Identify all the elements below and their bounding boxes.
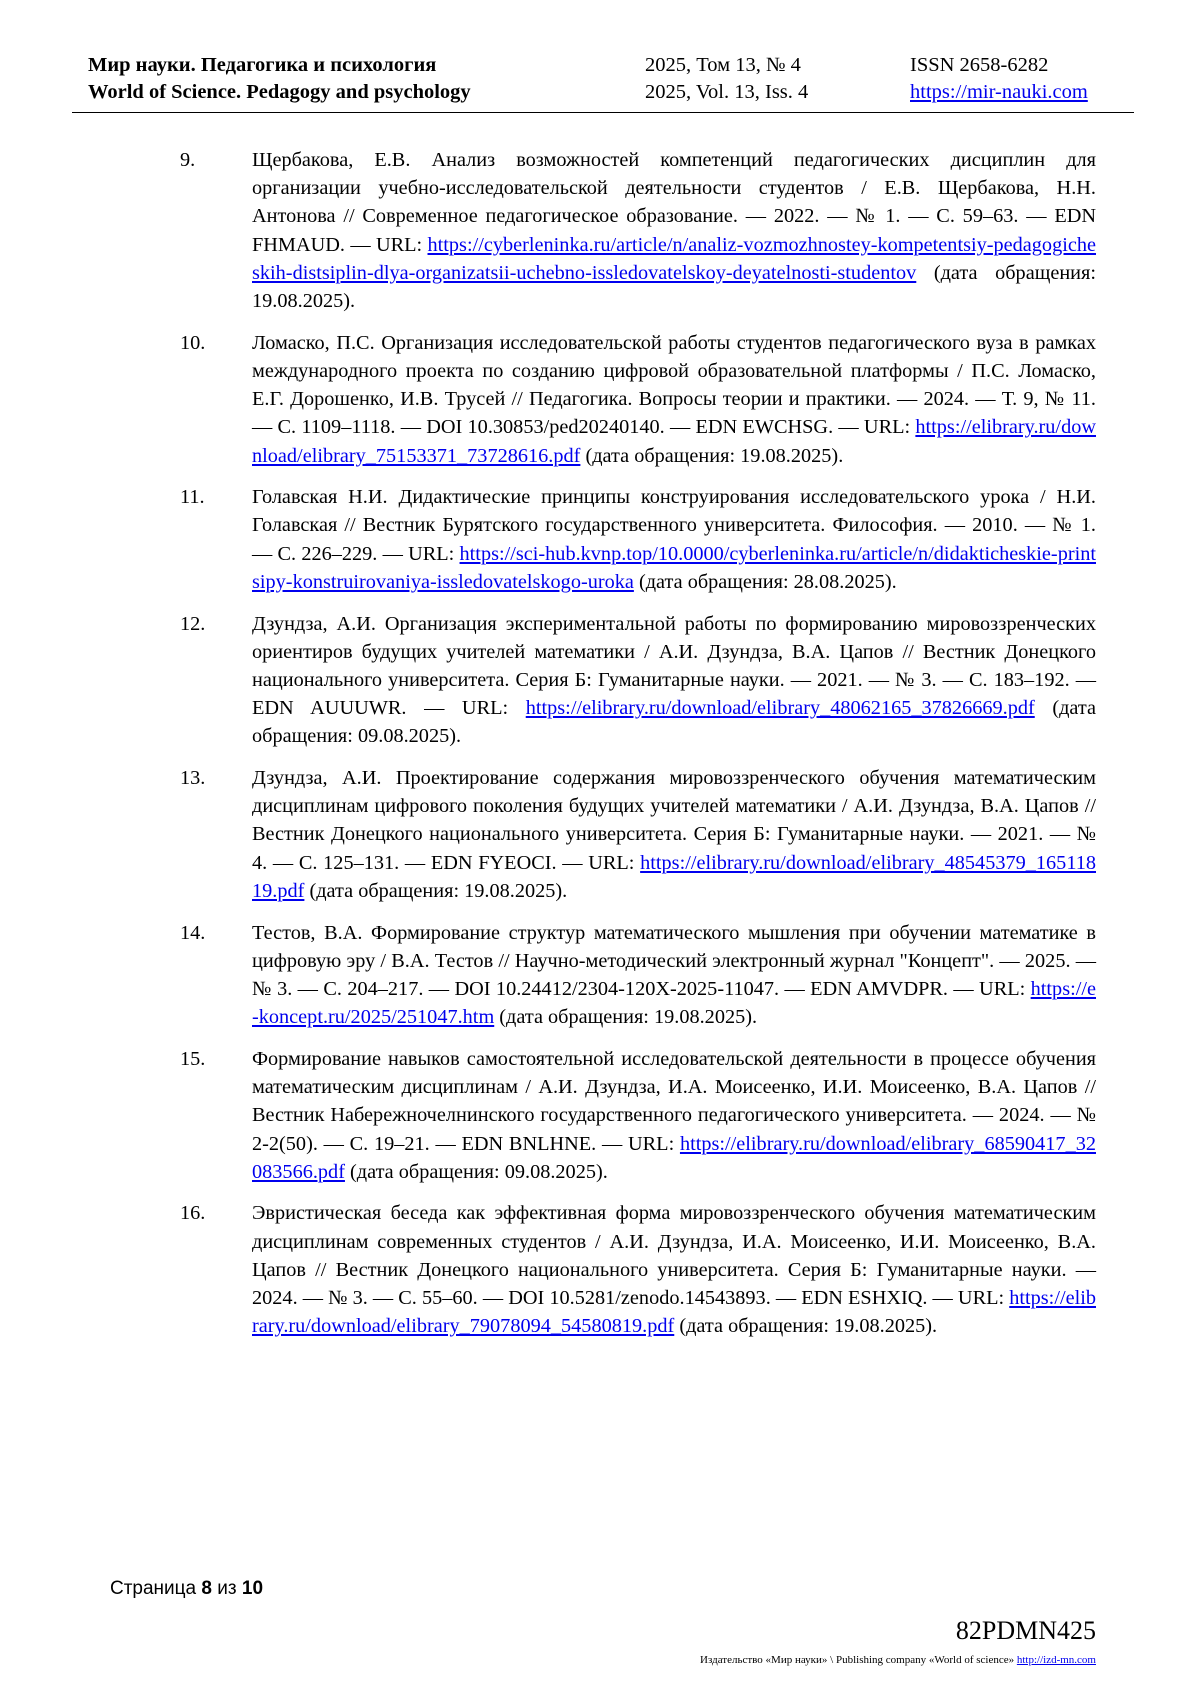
reference-number: 15. [180, 1047, 206, 1070]
reference-item [180, 764, 1096, 905]
issn-block [910, 52, 1088, 106]
reference-text: Эвристическая беседа как эффективная форма мировоззренческого обучения математическим дисциплинам современных студентов / А.И. Дзундза, И.А. Моисеенко, И.И. Моисеенко, В.А. Цапов // Вестник Донецкого национального университета. Серия Б: Гуманитарные науки. — 2024. — № 3. — С. 55–60. — DOI 10.5281/zenodo.14543893. — EDN ESHXIQ. — URL: https://elibrary.ru/download/elibrary_79078094_54580819.pdf (дата обращения: 19.08.2025). [252, 1202, 1096, 1338]
issn: ISSN 2658-6282 [910, 54, 1049, 76]
reference-link[interactable]: https://sci-hub.kvnp.top/10.0000/cyberleninka.ru/article/n/didakticheskie-printsipy-konstruirovaniya-issledovatelskogo-uroka [252, 542, 1096, 593]
reference-text: Голавская Н.И. Дидактические принципы конструирования исследовательского урока / Н.И. Голавская // Вестник Бурятского государственного университета. Философия. — 2010. — № 1. — С. 226–229. — URL: https://sci-hub.kvnp.top/10.0000/cyberleninka.ru/article/n/didakticheskie-printsipy-konstruirovaniya-issledovatelskogo-uroka (дата обращения: 28.08.2025). [252, 486, 1096, 593]
reference-link[interactable]: https://elibrary.ru/download/elibrary_79078094_54580819.pdf [252, 1287, 1096, 1338]
publisher-line: Издательство «Мир науки» \ Publishing company «World of science» http://izd-mn.com [700, 1654, 1096, 1666]
reference-link[interactable]: https://cyberleninka.ru/article/n/analiz-vozmozhnostey-kompetentsiy-pedagogicheskih-distsiplin-dlya-organizatsii-uchebno-issledovatelskoy-deyatelnosti-studentov [252, 233, 1096, 284]
page-number: Страница 8 из 10 [110, 1578, 264, 1599]
reference-number: 12. [180, 612, 206, 635]
reference-item [180, 1199, 1096, 1340]
reference-item [180, 483, 1096, 596]
journal-site-link[interactable]: https://mir-nauki.com [910, 81, 1088, 103]
reference-item [180, 919, 1096, 1032]
reference-item [180, 610, 1096, 751]
reference-text: Ломаско, П.С. Организация исследовательской работы студентов педагогического вуза в рамках международного проекта по созданию цифровой образовательной платформы / П.С. Ломаско, Е.Г. Дорошенко, И.В. Трусей // Педагогика. Вопросы теории и практики. — 2024. — Т. 9, № 11. — С. 1109–1118. — DOI 10.30853/ped20240140. — EDN EWCHSG. — URL: https://elibrary.ru/download/elibrary_75153371_73728616.pdf (дата обращения: 19.08.2025). [252, 331, 1096, 467]
reference-link[interactable]: https://e-koncept.ru/2025/251047.htm [252, 977, 1096, 1029]
issue-block [645, 52, 808, 106]
article-code: 82PDMN425 [955, 1616, 1096, 1645]
journal-title-en: World of Science. Pedagogy and psychology [88, 81, 471, 103]
reference-number: 10. [180, 331, 206, 354]
journal-title-ru: Мир науки. Педагогика и психология [88, 54, 437, 76]
reference-link[interactable]: https://elibrary.ru/download/elibrary_48062165_37826669.pdf [525, 697, 1035, 720]
reference-number: 9. [180, 149, 196, 171]
reference-number: 16. [180, 1202, 206, 1225]
reference-link[interactable]: https://elibrary.ru/download/elibrary_48545379_16511819.pdf [252, 851, 1096, 902]
reference-link[interactable]: https://elibrary.ru/download/elibrary_75153371_73728616.pdf [252, 416, 1096, 467]
reference-number: 14. [180, 921, 206, 944]
reference-text: Дзундза, А.И. Организация экспериментальной работы по формированию мировоззренческих ориентиров будущих учителей математики / А.И. Дзундза, В.А. Цапов // Вестник Донецкого национального университета. Серия Б: Гуманитарные науки. — 2021. — № 3. — С. 183–192. — EDN AUUUWR. — URL: https://elibrary.ru/download/elibrary_48062165_37826669.pdf (дата обращения: 09.08.2025). [252, 612, 1097, 748]
publisher-link[interactable]: http://izd-mn.com [1016, 1654, 1096, 1666]
reference-item [180, 1045, 1096, 1186]
reference-text: Дзундза, А.И. Проектирование содержания мировоззренческого обучения математическим дисциплинам цифрового поколения будущих учителей математики / А.И. Дзундза, В.А. Цапов // Вестник Донецкого национального университета. Серия Б: Гуманитарные науки. — 2021. — № 4. — С. 125–131. — EDN FYEOCI. — URL: https://elibrary.ru/download/elibrary_48545379_16511819.pdf (дата обращения: 19.08.2025). [252, 767, 1096, 902]
reference-text: Щербакова, Е.В. Анализ возможностей компетенций педагогических дисциплин для организации учебно-исследовательской деятельности студентов / Е.В. Щербакова, Н.Н. Антонова // Современное педагогическое образование. — 2022. — № 1. — С. 59–63. — EDN FHMAUD. — URL: https://cyberleninka.ru/article/n/analiz-vozmozhnostey-kompetentsiy-pedagogicheskih-distsiplin-dlya-organizatsii-uchebno-issledovatelskoy-deyatelnosti-studentov (дата обращения: 19.08.2025). [252, 149, 1096, 313]
journal-title-block [88, 52, 471, 106]
reference-text: Формирование навыков самостоятельной исследовательской деятельности в процессе обучения математическим дисциплинам / А.И. Дзундза, И.А. Моисеенко, И.И. Моисеенко, В.А. Цапов // Вестник Набережночелнинского государственного педагогического университета. — 2024. — № 2-2(50). — С. 19–21. — EDN BNLHNE. — URL: https://elibrary.ru/download/elibrary_68590417_32083566.pdf (дата обращения: 09.08.2025). [252, 1047, 1096, 1183]
reference-text: Тестов, В.А. Формирование структур математического мышления при обучении математике в цифровую эру / В.А. Тестов // Научно-методический электронный журнал "Концепт". — 2025. — № 3. — С. 204–217. — DOI 10.24412/2304-120X-2025-11047. — EDN AMVDPR. — URL: https://e-koncept.ru/2025/251047.htm (дата обращения: 19.08.2025). [252, 921, 1096, 1029]
reference-item [180, 146, 1096, 315]
reference-number: 13. [180, 767, 206, 790]
issue-ru: 2025, Том 13, № 4 [645, 54, 801, 76]
issue-en: 2025, Vol. 13, Iss. 4 [645, 81, 809, 103]
reference-list [180, 146, 1096, 1354]
running-header [72, 52, 1134, 113]
reference-item [180, 329, 1096, 470]
reference-link[interactable]: https://elibrary.ru/download/elibrary_68590417_32083566.pdf [252, 1132, 1096, 1183]
reference-number: 11. [180, 486, 205, 509]
